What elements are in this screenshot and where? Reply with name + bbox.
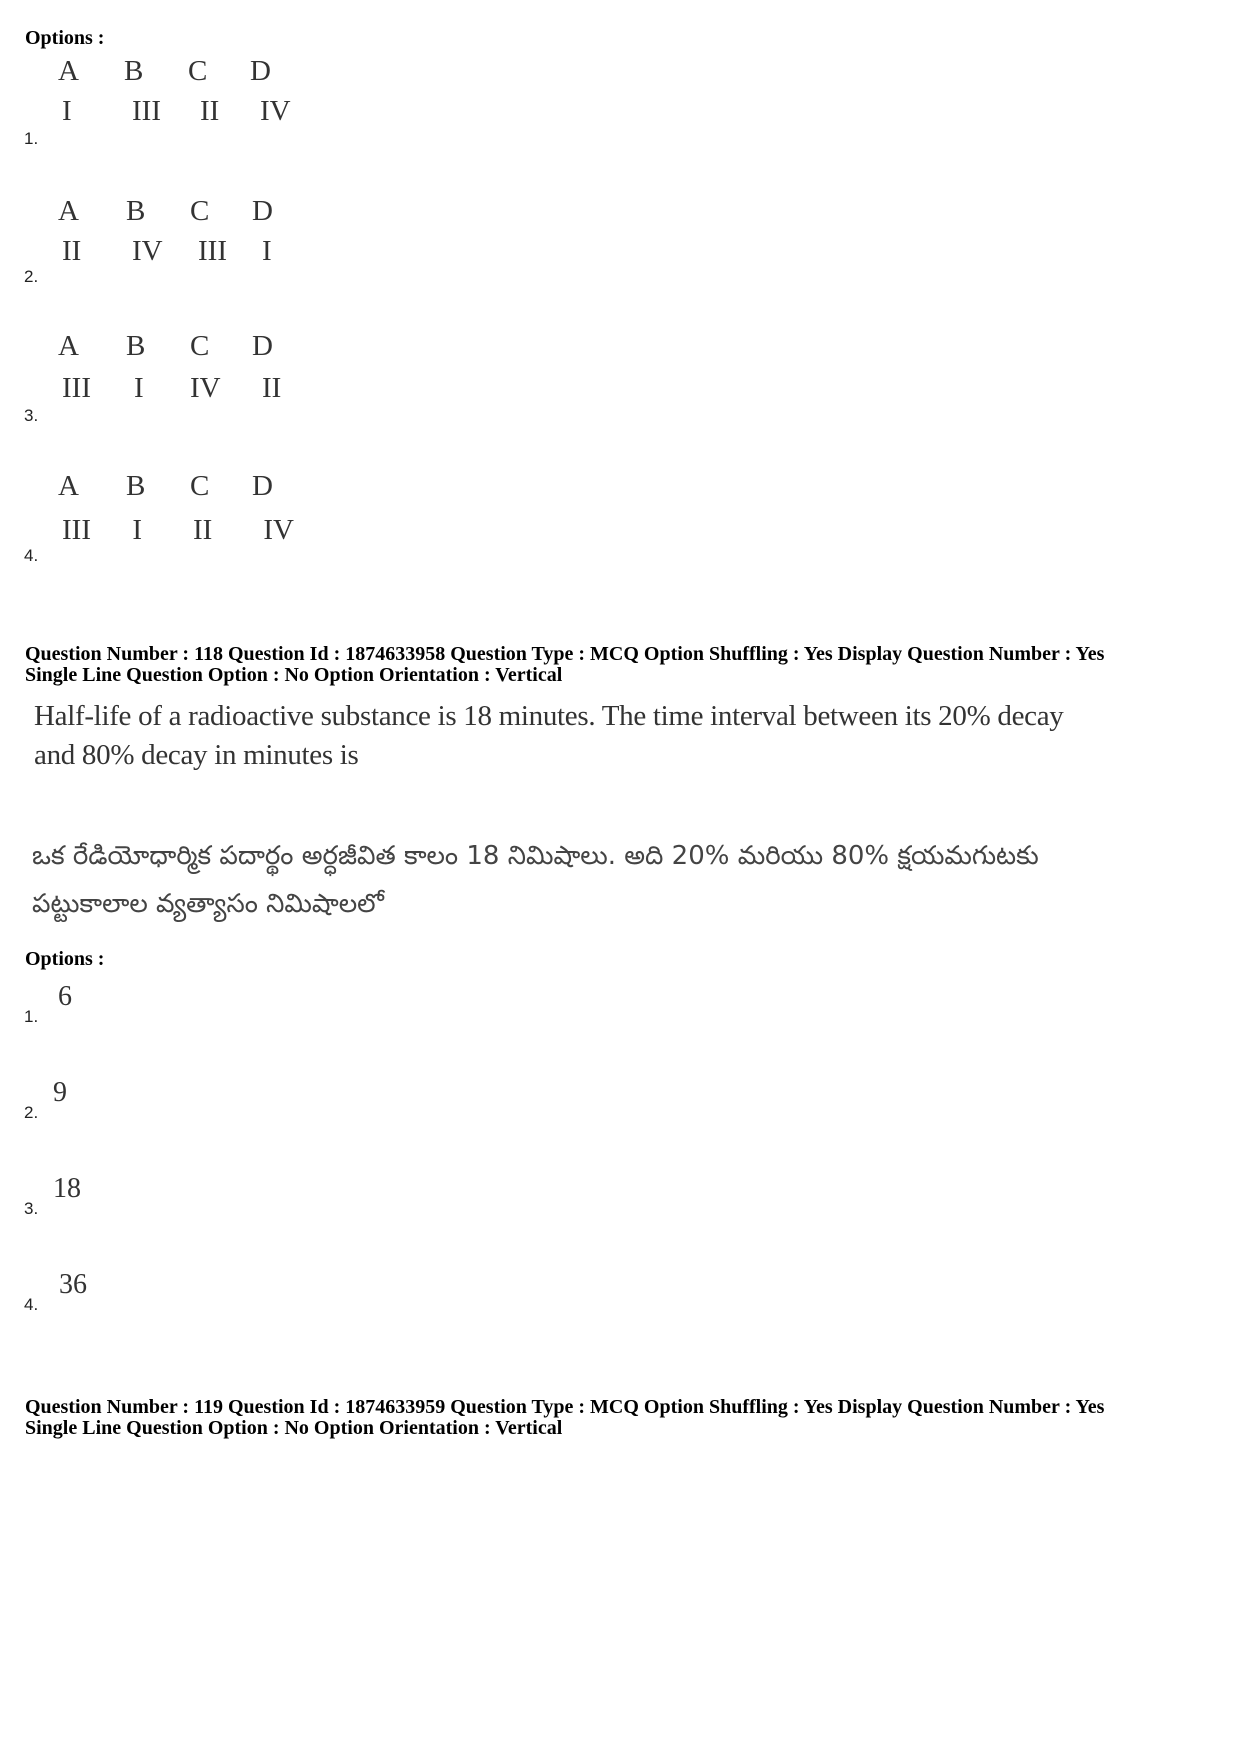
option-number: 3.	[24, 1199, 39, 1218]
question-119-meta-line2: Single Line Question Option : No Option Orientation : Vertical	[25, 1417, 563, 1439]
option-number: 1.	[24, 129, 39, 148]
value-d: II	[262, 372, 282, 404]
match-option-heads	[58, 470, 318, 503]
value-c: IV	[190, 372, 221, 404]
match-option-heads	[58, 195, 318, 228]
question-118-text-en-line2: and 80% decay in minutes is	[34, 739, 359, 771]
question-118-options-label: Options :	[25, 948, 105, 970]
option-number: 2.	[24, 1103, 39, 1122]
head-b: B	[126, 195, 146, 227]
head-b: B	[126, 330, 146, 362]
value-b: I	[132, 514, 143, 546]
head-a: A	[58, 330, 79, 362]
option-value: 6	[58, 981, 72, 1012]
head-d: D	[252, 195, 273, 227]
option-number: 4.	[24, 546, 39, 565]
question-118-text-te-line1: ఒక రేడియోధార్మిక పదార్థం అర్ధజీవిత కాలం 18 నిమిషాలు. అది 20% మరియు 80% క్షయమగుటకు	[32, 841, 1039, 871]
option-number: 3.	[24, 406, 39, 425]
question-118-text-te-line2: పట్టుకాలాల వ్యత్యాసం నిమిషాలలో	[32, 889, 384, 919]
question-118-text-en-line1: Half-life of a radioactive substance is 18 minutes. The time interval between its 20% decay	[34, 700, 1064, 732]
head-a: A	[58, 55, 79, 87]
option-number: 1.	[24, 1007, 39, 1026]
head-b: B	[124, 55, 144, 87]
head-c: C	[188, 55, 208, 87]
question-118-meta-line2: Single Line Question Option : No Option Orientation : Vertical	[25, 664, 563, 686]
value-d: IV	[263, 514, 294, 546]
head-a: A	[58, 195, 79, 227]
match-option-heads	[58, 55, 318, 88]
option-value: 9	[53, 1077, 67, 1108]
value-c: III	[198, 235, 227, 267]
value-a: II	[62, 235, 82, 267]
value-d: IV	[260, 95, 291, 127]
option-number: 2.	[24, 267, 39, 286]
question-118-meta-line1: Question Number : 118 Question Id : 1874633958 Question Type : MCQ Option Shuffling : Yes Display Question Number : Yes	[25, 643, 1105, 665]
option-number: 4.	[24, 1295, 39, 1314]
value-a: III	[62, 372, 91, 404]
question-119-meta-line1: Question Number : 119 Question Id : 1874633959 Question Type : MCQ Option Shuffling : Yes Display Question Number : Yes	[25, 1396, 1105, 1418]
option-value: 18	[53, 1173, 81, 1204]
head-c: C	[190, 330, 210, 362]
value-a: I	[62, 95, 72, 127]
value-b: IV	[132, 235, 163, 267]
value-d: I	[262, 235, 272, 267]
value-b: I	[134, 372, 144, 404]
match-option-values	[62, 372, 322, 405]
value-b: III	[132, 95, 161, 127]
match-option-heads	[58, 330, 318, 363]
option-value: 36	[59, 1269, 87, 1300]
head-d: D	[252, 470, 273, 502]
head-d: D	[250, 55, 271, 87]
head-b: B	[126, 470, 146, 502]
value-a: III	[62, 514, 91, 546]
head-c: C	[190, 470, 210, 502]
head-c: C	[190, 195, 210, 227]
value-c: II	[192, 514, 213, 546]
value-c: II	[200, 95, 220, 127]
options-label: Options :	[25, 27, 105, 49]
match-option-values	[62, 235, 322, 268]
match-option-values	[62, 514, 322, 547]
head-d: D	[252, 330, 273, 362]
head-a: A	[58, 470, 79, 502]
match-option-values	[62, 95, 322, 128]
